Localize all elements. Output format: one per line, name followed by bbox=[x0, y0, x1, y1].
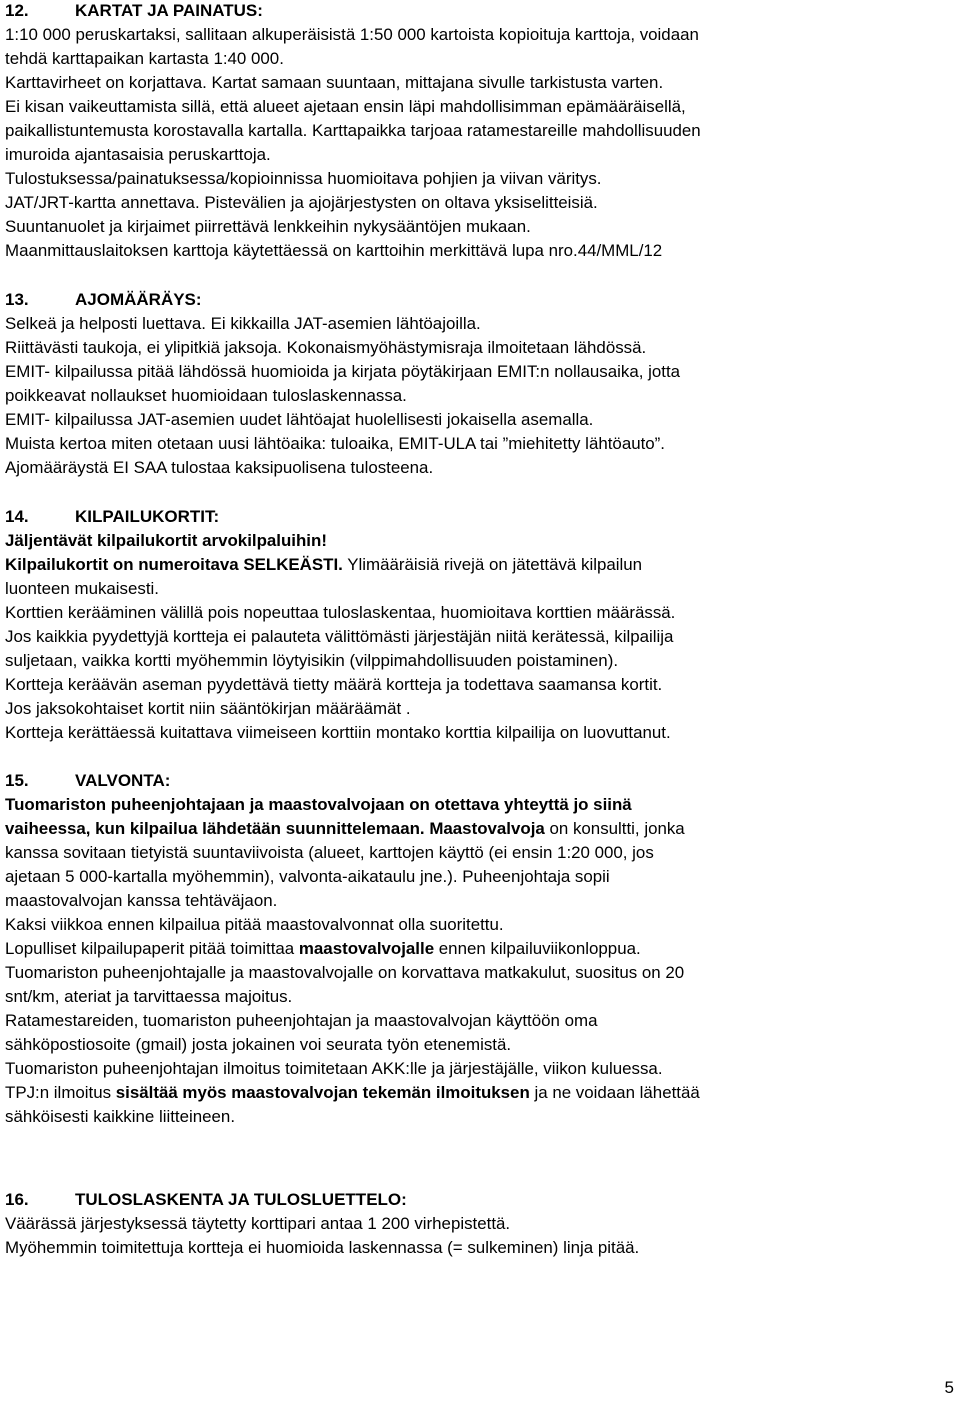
paragraph-line: Tuomariston puheenjohtajalle ja maastovalvojalle on korvattava matkakulut, suositus on 20 bbox=[5, 963, 685, 982]
paragraph-line: Muista kertoa miten otetaan uusi lähtöaika: tuloaika, EMIT-ULA tai ”miehitetty lähtöauto”. bbox=[5, 434, 666, 453]
paragraph-text: Ylimääräisiä rivejä on jätettävä kilpailun bbox=[342, 555, 643, 574]
paragraph-line: EMIT- kilpailussa pitää lähdössä huomioida ja kirjata pöytäkirjaan EMIT:n nollausaika, jotta bbox=[5, 362, 681, 381]
bold-notice: vaiheessa, kun kilpailua lähdetään suunnittelemaan. bbox=[5, 819, 425, 838]
paragraph-line: sähköpostiosoite (gmail) josta jokainen voi seurata työn etenemistä. bbox=[5, 1035, 512, 1054]
paragraph-line: suljetaan, vaikka kortti myöhemmin löytyisikin (vilppimahdollisuuden poistaminen). bbox=[5, 651, 619, 670]
paragraph-text: on konsultti, jonka bbox=[544, 819, 685, 838]
paragraph-line bbox=[5, 554, 642, 576]
paragraph-line: Riittävästi taukoja, ei ylipitkiä jaksoja. Kokonaismyöhästymisraja ilmoitetaan lähdössä. bbox=[5, 338, 647, 357]
bold-term: maastovalvojalle bbox=[298, 939, 435, 958]
bold-notice: Tuomariston puheenjohtajaan ja maastovalvojaan on otettava yhteyttä jo siinä bbox=[5, 795, 632, 814]
paragraph-line: ajetaan 5 000-kartalla myöhemmin), valvonta-aikataulu jne.). Puheenjohtaja sopii bbox=[5, 867, 610, 886]
paragraph-line: luonteen mukaisesti. bbox=[5, 579, 159, 598]
paragraph-line: snt/km, ateriat ja tarvittaessa majoitus. bbox=[5, 987, 293, 1006]
section-14-heading bbox=[5, 506, 219, 528]
section-title: VALVONTA: bbox=[75, 771, 171, 790]
paragraph-line: tehdä karttapaikan kartasta 1:40 000. bbox=[5, 49, 284, 68]
paragraph-line: EMIT- kilpailussa JAT-asemien uudet lähtöajat huolellisesti jokaisella asemalla. bbox=[5, 410, 594, 429]
bold-notice: Kilpailukortit on numeroitava SELKEÄSTI. bbox=[5, 555, 343, 574]
bold-term: sisältää myös maastovalvojan tekemän ilmoituksen bbox=[115, 1083, 530, 1102]
paragraph-line bbox=[5, 938, 641, 960]
paragraph-line: sähköisesti kaikkine liitteineen. bbox=[5, 1107, 236, 1126]
paragraph-line bbox=[5, 1082, 700, 1104]
paragraph-line: maastovalvojan kanssa tehtäväjaon. bbox=[5, 891, 278, 910]
paragraph-text: TPJ:n ilmoitus bbox=[5, 1083, 116, 1102]
paragraph-line: Väärässä järjestyksessä täytetty korttipari antaa 1 200 virhepistettä. bbox=[5, 1214, 511, 1233]
paragraph-line bbox=[5, 818, 685, 840]
paragraph-line: Kaksi viikkoa ennen kilpailua pitää maastovalvonnat olla suoritettu. bbox=[5, 915, 504, 934]
paragraph-line: Karttavirheet on korjattava. Kartat samaan suuntaan, mittajana sivulle tarkistusta varten. bbox=[5, 73, 664, 92]
section-12-heading bbox=[5, 0, 263, 22]
section-number: 14. bbox=[5, 507, 29, 526]
paragraph-line: Korttien kerääminen välillä pois nopeuttaa tuloslaskentaa, huomioitava korttien määrässä. bbox=[5, 603, 676, 622]
paragraph-line: Ei kisan vaikeuttamista sillä, että alueet ajetaan ensin läpi mahdollisimman epämääräisellä, bbox=[5, 97, 686, 116]
paragraph-line: Kortteja kerättäessä kuitattava viimeiseen korttiin montako korttia kilpailija on luovuttanut. bbox=[5, 723, 671, 742]
section-number: 13. bbox=[5, 290, 29, 309]
paragraph-line: Ratamestareiden, tuomariston puheenjohtajan ja maastovalvojan käyttöön oma bbox=[5, 1011, 598, 1030]
section-number: 12. bbox=[5, 1, 29, 20]
paragraph-line: Suuntanuolet ja kirjaimet piirrettävä lenkkeihin nykysääntöjen mukaan. bbox=[5, 217, 531, 236]
paragraph-line: Maanmittauslaitoksen karttoja käytettäessä on karttoihin merkittävä lupa nro.44/MML/12 bbox=[5, 241, 663, 260]
paragraph-line: Myöhemmin toimitettuja kortteja ei huomioida laskennassa (= sulkeminen) linja pitää. bbox=[5, 1238, 640, 1257]
paragraph-line: imuroida ajantasaisia peruskarttoja. bbox=[5, 145, 271, 164]
paragraph-line: Kortteja keräävän aseman pyydettävä tietty määrä kortteja ja todettava saamansa kortit. bbox=[5, 675, 663, 694]
paragraph-text: ja ne voidaan lähettää bbox=[529, 1083, 700, 1102]
paragraph-line: Ajomääräystä EI SAA tulostaa kaksipuolisena tulosteena. bbox=[5, 458, 434, 477]
section-number: 15. bbox=[5, 771, 29, 790]
paragraph-line: poikkeavat nollaukset huomioidaan tuloslaskennassa. bbox=[5, 386, 407, 405]
section-16-heading bbox=[5, 1189, 407, 1211]
page-number: 5 bbox=[944, 1378, 954, 1397]
paragraph-line: JAT/JRT-kartta annettava. Pistevälien ja ajojärjestysten on oltava yksiselitteisiä. bbox=[5, 193, 598, 212]
section-13-heading bbox=[5, 289, 202, 311]
paragraph-line: Selkeä ja helposti luettava. Ei kikkailla JAT-asemien lähtöajoilla. bbox=[5, 314, 481, 333]
bold-term: Maastovalvoja bbox=[429, 819, 545, 838]
section-title: AJOMÄÄRÄYS: bbox=[75, 290, 202, 309]
section-number: 16. bbox=[5, 1190, 29, 1209]
section-title: KARTAT JA PAINATUS: bbox=[75, 1, 263, 20]
paragraph-text: Lopulliset kilpailupaperit pitää toimittaa bbox=[5, 939, 299, 958]
paragraph-text: ennen kilpailuviikonloppua. bbox=[434, 939, 641, 958]
section-title: TULOSLASKENTA JA TULOSLUETTELO: bbox=[75, 1190, 407, 1209]
paragraph-line: paikallistuntemusta korostavalla kartalla. Karttapaikka tarjoaa ratamestareille mahdollisuuden bbox=[5, 121, 701, 140]
section-title: KILPAILUKORTIT: bbox=[75, 507, 220, 526]
paragraph-line: Tulostuksessa/painatuksessa/kopioinnissa huomioitava pohjien ja viivan väritys. bbox=[5, 169, 602, 188]
bold-notice: Jäljentävät kilpailukortit arvokilpaluihin! bbox=[5, 531, 327, 550]
paragraph-line: kanssa sovitaan tietyistä suuntaviivoista (alueet, karttojen käyttö (ei ensin 1:20 000, jos bbox=[5, 843, 654, 862]
paragraph-line: 1:10 000 peruskartaksi, sallitaan alkuperäisistä 1:50 000 kartoista kopioituja karttoja, voidaan bbox=[5, 25, 699, 44]
paragraph-line: Tuomariston puheenjohtajan ilmoitus toimitetaan AKK:lle ja järjestäjälle, viikon kuluessa. bbox=[5, 1059, 663, 1078]
paragraph-line: Jos kaikkia pyydettyjä kortteja ei palauteta välittömästi järjestäjän niitä kerätessä, kilpailija bbox=[5, 627, 674, 646]
section-15-heading bbox=[5, 770, 170, 792]
paragraph-line: Jos jaksokohtaiset kortit niin sääntökirjan määräämät . bbox=[5, 699, 411, 718]
